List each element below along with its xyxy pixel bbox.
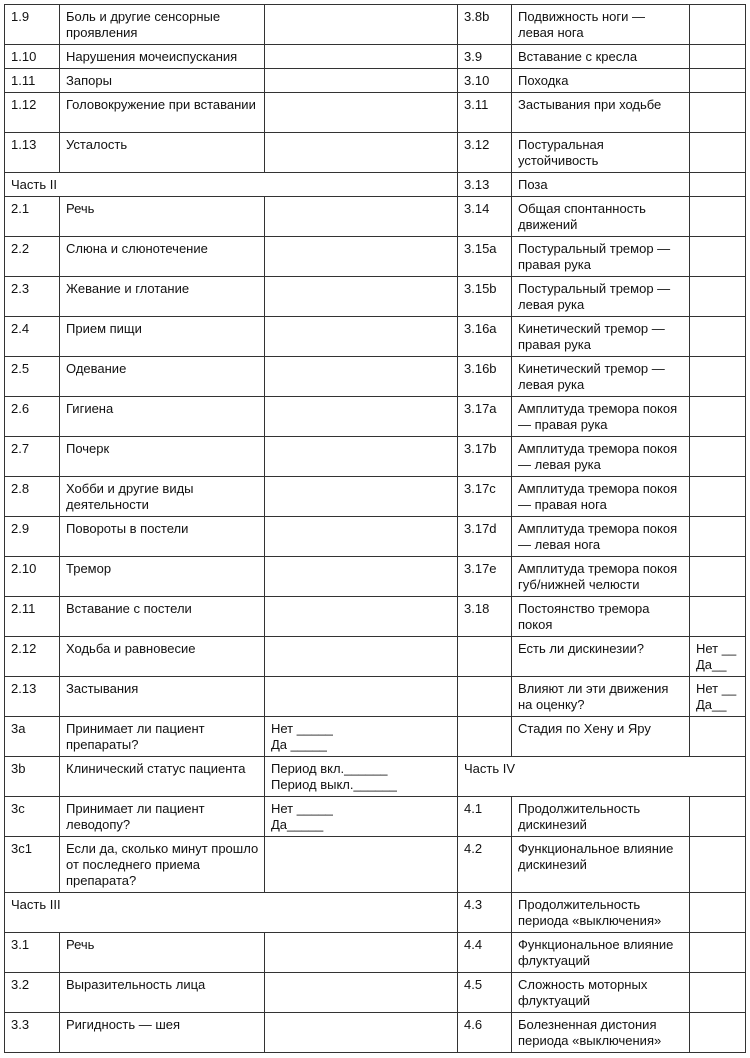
left-score-cell[interactable] xyxy=(265,837,458,893)
left-score-cell[interactable]: Период вкл.______ Период выкл.______ xyxy=(265,757,458,797)
right-score-cell[interactable] xyxy=(690,437,746,477)
left-item-cell: Ригидность — шея xyxy=(60,1013,265,1053)
left-item-cell: Принимает ли пациент препараты? xyxy=(60,717,265,757)
table-row xyxy=(5,277,746,317)
left-item-cell: Речь xyxy=(60,197,265,237)
left-item-cell: Нарушения мочеиспускания xyxy=(60,45,265,69)
left-code-cell: 1.10 xyxy=(5,45,60,69)
right-item-cell: Общая спонтанность движений xyxy=(512,197,690,237)
left-code-cell: 3a xyxy=(5,717,60,757)
left-score-cell[interactable] xyxy=(265,557,458,597)
left-code-cell: 2.10 xyxy=(5,557,60,597)
right-code-cell: 3.15b xyxy=(458,277,512,317)
left-code-cell: 1.13 xyxy=(5,133,60,173)
right-item-cell: Стадия по Хену и Яру xyxy=(512,717,690,757)
right-code-cell xyxy=(458,677,512,717)
right-score-cell[interactable] xyxy=(690,237,746,277)
table-row xyxy=(5,437,746,477)
left-item-cell: Вставание с постели xyxy=(60,597,265,637)
left-score-cell[interactable] xyxy=(265,477,458,517)
table-row xyxy=(5,597,746,637)
left-score-cell[interactable] xyxy=(265,597,458,637)
left-code-cell: 2.4 xyxy=(5,317,60,357)
left-score-cell[interactable] xyxy=(265,677,458,717)
left-code-cell: 2.1 xyxy=(5,197,60,237)
right-code-cell: 3.17d xyxy=(458,517,512,557)
table-row xyxy=(5,397,746,437)
left-code-cell: 2.8 xyxy=(5,477,60,517)
left-item-cell: Выразительность лица xyxy=(60,973,265,1013)
left-item-cell: Гигиена xyxy=(60,397,265,437)
table-row xyxy=(5,5,746,45)
right-item-cell: Постуральный тремор — левая рука xyxy=(512,277,690,317)
left-score-cell[interactable]: Нет _____ Да _____ xyxy=(265,717,458,757)
right-item-cell: Постуральная устойчивость xyxy=(512,133,690,173)
right-score-cell[interactable] xyxy=(690,477,746,517)
left-score-cell[interactable]: Нет _____ Да_____ xyxy=(265,797,458,837)
right-score-cell[interactable] xyxy=(690,557,746,597)
right-item-cell: Амплитуда тремора покоя — правая нога xyxy=(512,477,690,517)
table-row xyxy=(5,717,746,757)
left-item-cell: Прием пищи xyxy=(60,317,265,357)
table-row xyxy=(5,45,746,69)
right-score-cell[interactable] xyxy=(690,893,746,933)
right-score-cell[interactable] xyxy=(690,45,746,69)
right-item-cell: Сложность моторных флуктуаций xyxy=(512,973,690,1013)
table-row xyxy=(5,637,746,677)
right-score-cell[interactable] xyxy=(690,133,746,173)
right-code-cell: 4.4 xyxy=(458,933,512,973)
left-score-cell[interactable] xyxy=(265,437,458,477)
left-item-cell: Слюна и слюнотечение xyxy=(60,237,265,277)
left-item-cell: Ходьба и равновесие xyxy=(60,637,265,677)
table-row xyxy=(5,317,746,357)
right-code-cell: 4.3 xyxy=(458,893,512,933)
left-code-cell: 2.3 xyxy=(5,277,60,317)
right-item-cell: Продолжительность дискинезий xyxy=(512,797,690,837)
left-score-cell[interactable] xyxy=(265,973,458,1013)
right-code-cell: 3.13 xyxy=(458,173,512,197)
left-code-cell: 2.9 xyxy=(5,517,60,557)
right-item-cell: Вставание с кресла xyxy=(512,45,690,69)
table-row xyxy=(5,837,746,893)
right-score-cell[interactable] xyxy=(690,597,746,637)
right-code-cell: 3.17b xyxy=(458,437,512,477)
right-score-cell[interactable] xyxy=(690,69,746,93)
right-item-cell: Кинетический тремор — левая рука xyxy=(512,357,690,397)
right-code-cell: 3.17a xyxy=(458,397,512,437)
left-item-cell: Почерк xyxy=(60,437,265,477)
right-code-cell: 3.16a xyxy=(458,317,512,357)
left-score-cell[interactable] xyxy=(265,5,458,45)
right-code-cell: 3.15a xyxy=(458,237,512,277)
right-item-cell: Амплитуда тремора покоя — правая рука xyxy=(512,397,690,437)
right-item-cell: Амплитуда тремора покоя — левая нога xyxy=(512,517,690,557)
left-code-cell: 2.13 xyxy=(5,677,60,717)
right-score-cell[interactable] xyxy=(690,397,746,437)
left-score-cell[interactable] xyxy=(265,933,458,973)
left-score-cell[interactable] xyxy=(265,397,458,437)
left-code-cell: 2.7 xyxy=(5,437,60,477)
left-score-cell[interactable] xyxy=(265,357,458,397)
right-score-cell[interactable] xyxy=(690,357,746,397)
left-score-cell[interactable] xyxy=(265,93,458,133)
right-item-cell: Подвижность ноги — левая нога xyxy=(512,5,690,45)
right-score-cell[interactable] xyxy=(690,933,746,973)
right-item-cell: Поза xyxy=(512,173,690,197)
left-code-cell: 3.1 xyxy=(5,933,60,973)
table-row xyxy=(5,757,746,797)
right-item-cell: Функциональное влияние флуктуаций xyxy=(512,933,690,973)
left-code-cell: 3c xyxy=(5,797,60,837)
table-row xyxy=(5,173,746,197)
table-row xyxy=(5,677,746,717)
right-score-cell[interactable]: Нет __ Да__ xyxy=(690,637,746,677)
section-header: Часть II xyxy=(5,173,458,197)
left-code-cell: 2.6 xyxy=(5,397,60,437)
right-score-cell[interactable] xyxy=(690,317,746,357)
left-score-cell[interactable] xyxy=(265,517,458,557)
left-code-cell: 3b xyxy=(5,757,60,797)
section-header: Часть IV xyxy=(458,757,746,797)
right-code-cell: 3.10 xyxy=(458,69,512,93)
left-score-cell[interactable] xyxy=(265,197,458,237)
right-code-cell: 3.8b xyxy=(458,5,512,45)
left-item-cell: Головокружение при вставании xyxy=(60,93,265,133)
table-row xyxy=(5,133,746,173)
left-item-cell: Запоры xyxy=(60,69,265,93)
right-score-cell[interactable] xyxy=(690,717,746,757)
left-item-cell: Принимает ли пациент леводопу? xyxy=(60,797,265,837)
right-code-cell: 4.6 xyxy=(458,1013,512,1053)
left-item-cell: Если да, сколько минут прошло от последнего приема препарата? xyxy=(60,837,265,893)
left-item-cell: Хобби и другие виды деятельности xyxy=(60,477,265,517)
right-score-cell[interactable] xyxy=(690,197,746,237)
left-score-cell[interactable] xyxy=(265,45,458,69)
right-code-cell: 3.16b xyxy=(458,357,512,397)
right-item-cell: Функциональное влияние дискинезий xyxy=(512,837,690,893)
right-code-cell xyxy=(458,637,512,677)
right-item-cell: Есть ли дискинезии? xyxy=(512,637,690,677)
right-item-cell: Болезненная дистония периода «выключения» xyxy=(512,1013,690,1053)
left-score-cell[interactable] xyxy=(265,69,458,93)
right-score-cell[interactable] xyxy=(690,173,746,197)
right-item-cell: Кинетический тремор — правая рука xyxy=(512,317,690,357)
table-row xyxy=(5,477,746,517)
right-code-cell xyxy=(458,717,512,757)
table-row xyxy=(5,517,746,557)
right-score-cell[interactable] xyxy=(690,277,746,317)
left-item-cell: Тремор xyxy=(60,557,265,597)
right-code-cell: 3.17c xyxy=(458,477,512,517)
left-score-cell[interactable] xyxy=(265,277,458,317)
left-code-cell: 3.2 xyxy=(5,973,60,1013)
left-item-cell: Боль и другие сенсорные проявления xyxy=(60,5,265,45)
left-code-cell: 3.3 xyxy=(5,1013,60,1053)
right-score-cell[interactable] xyxy=(690,1013,746,1053)
right-score-cell[interactable] xyxy=(690,837,746,893)
left-code-cell: 1.9 xyxy=(5,5,60,45)
left-code-cell: 2.2 xyxy=(5,237,60,277)
table-row xyxy=(5,1013,746,1053)
right-score-cell[interactable] xyxy=(690,5,746,45)
right-score-cell[interactable] xyxy=(690,517,746,557)
right-score-cell[interactable] xyxy=(690,93,746,133)
left-item-cell: Повороты в постели xyxy=(60,517,265,557)
right-item-cell: Застывания при ходьбе xyxy=(512,93,690,133)
left-code-cell: 2.5 xyxy=(5,357,60,397)
right-score-cell[interactable]: Нет __ Да__ xyxy=(690,677,746,717)
left-item-cell: Клинический статус пациента xyxy=(60,757,265,797)
table-row xyxy=(5,69,746,93)
right-item-cell: Постоянство тремора покоя xyxy=(512,597,690,637)
left-code-cell: 2.12 xyxy=(5,637,60,677)
right-score-cell[interactable] xyxy=(690,973,746,1013)
right-item-cell: Продолжительность периода «выключения» xyxy=(512,893,690,933)
right-item-cell: Постуральный тремор — правая рука xyxy=(512,237,690,277)
right-code-cell: 3.18 xyxy=(458,597,512,637)
left-item-cell: Застывания xyxy=(60,677,265,717)
left-item-cell: Одевание xyxy=(60,357,265,397)
right-code-cell: 3.11 xyxy=(458,93,512,133)
left-score-cell[interactable] xyxy=(265,317,458,357)
table-row xyxy=(5,237,746,277)
table-row xyxy=(5,197,746,237)
right-code-cell: 4.2 xyxy=(458,837,512,893)
right-code-cell: 4.1 xyxy=(458,797,512,837)
right-item-cell: Амплитуда тремора покоя — левая рука xyxy=(512,437,690,477)
right-item-cell: Влияют ли эти движения на оценку? xyxy=(512,677,690,717)
right-code-cell: 3.17e xyxy=(458,557,512,597)
table-row xyxy=(5,93,746,133)
table-row xyxy=(5,933,746,973)
table-row xyxy=(5,893,746,933)
left-item-cell: Жевание и глотание xyxy=(60,277,265,317)
right-item-cell: Походка xyxy=(512,69,690,93)
left-score-cell[interactable] xyxy=(265,237,458,277)
left-code-cell: 1.11 xyxy=(5,69,60,93)
right-item-cell: Амплитуда тремора покоя губ/нижней челюсти xyxy=(512,557,690,597)
right-code-cell: 3.9 xyxy=(458,45,512,69)
left-code-cell: 1.12 xyxy=(5,93,60,133)
left-code-cell: 3c1 xyxy=(5,837,60,893)
left-score-cell[interactable] xyxy=(265,133,458,173)
left-item-cell: Речь xyxy=(60,933,265,973)
section-header: Часть III xyxy=(5,893,458,933)
table-row xyxy=(5,557,746,597)
updrs-score-table xyxy=(4,4,746,1053)
left-item-cell: Усталость xyxy=(60,133,265,173)
left-code-cell: 2.11 xyxy=(5,597,60,637)
left-score-cell[interactable] xyxy=(265,1013,458,1053)
left-score-cell[interactable] xyxy=(265,637,458,677)
right-code-cell: 3.14 xyxy=(458,197,512,237)
right-code-cell: 3.12 xyxy=(458,133,512,173)
table-row xyxy=(5,973,746,1013)
table-row xyxy=(5,797,746,837)
right-score-cell[interactable] xyxy=(690,797,746,837)
table-row xyxy=(5,357,746,397)
right-code-cell: 4.5 xyxy=(458,973,512,1013)
